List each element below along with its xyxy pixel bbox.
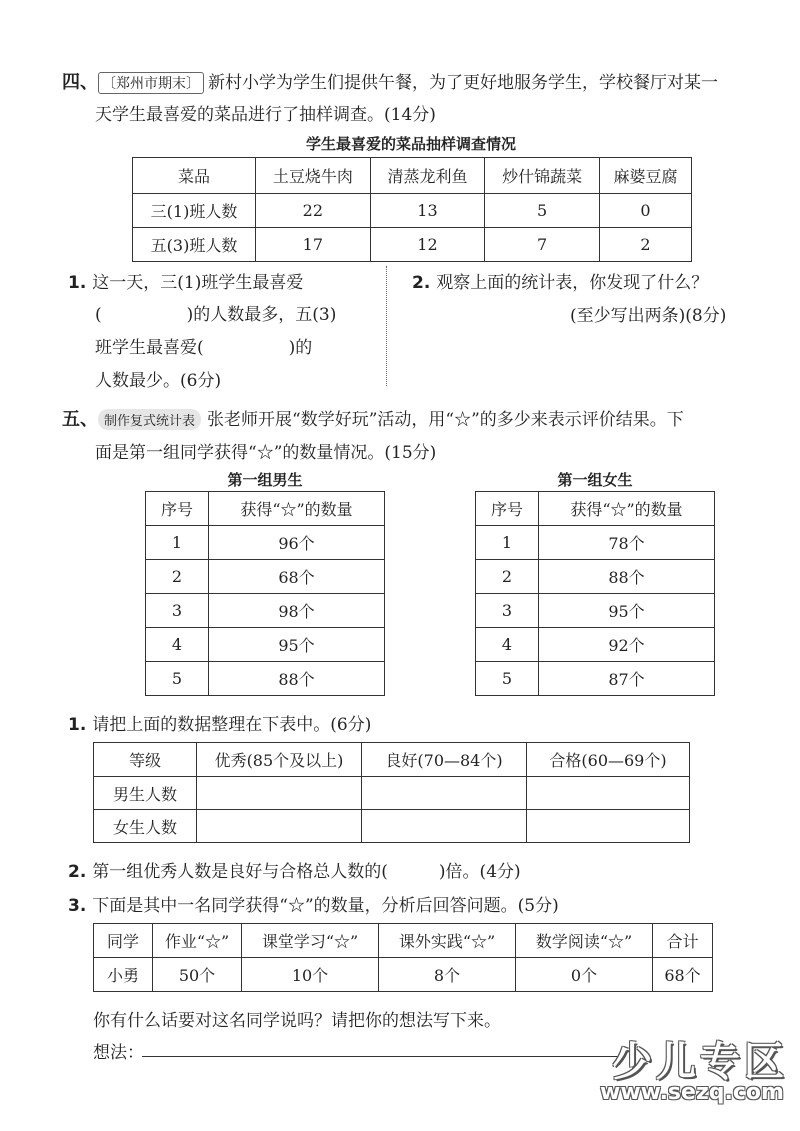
question-number: 2. <box>68 862 87 882</box>
table-cell: 女生人数 <box>94 810 197 843</box>
table-cell: 4 <box>146 628 209 662</box>
s5-q1-line <box>68 710 371 735</box>
table-cell: 98个 <box>209 594 385 628</box>
section-5-text-1: 张老师开展“数学好玩”活动，用“☆”的多少来表示评价结果。下 <box>207 410 684 430</box>
table-cell: 13 <box>370 194 485 228</box>
table-cell: 8个 <box>379 958 516 992</box>
table-cell: 2 <box>599 228 691 262</box>
table-cell: 0 <box>599 194 691 228</box>
table-header-cell: 清蒸龙利鱼 <box>370 158 485 194</box>
table-header-cell: 良好(70—84个) <box>362 743 527 777</box>
section-4-intro-line1 <box>62 68 718 94</box>
table-row <box>146 526 385 560</box>
table-cell: 三(1)班人数 <box>133 194 256 228</box>
table-row <box>94 958 713 992</box>
s4-q1-line1 <box>68 268 303 293</box>
question-number: 1. <box>68 273 87 293</box>
table-header-cell: 合计 <box>653 924 713 958</box>
table-header-cell: 获得“☆”的数量 <box>539 492 715 526</box>
dish-survey-table <box>132 157 692 262</box>
s5-q3-line <box>68 891 559 916</box>
table-header-cell: 麻婆豆腐 <box>599 158 691 194</box>
s4-q2-text-2: (至少写出两条)(8分) <box>570 306 727 326</box>
table-cell: 五(3)班人数 <box>133 228 256 262</box>
table-header-cell: 合格(60—69个) <box>527 743 690 777</box>
section-5-intro-line1 <box>62 405 684 431</box>
watermark-url: www.sezq.com <box>600 1080 784 1105</box>
table-header-cell: 作业“☆” <box>153 924 242 958</box>
grade-summary-table <box>93 742 690 843</box>
table-row <box>476 628 715 662</box>
survey-table-title: 学生最喜爱的菜品抽样调查情况 <box>305 135 516 153</box>
column-divider <box>386 266 387 386</box>
s5-q3-prompt: 你有什么话要对这名同学说吗？请把你的想法写下来。 <box>93 1011 501 1031</box>
question-number: 1. <box>68 715 87 735</box>
table-header-cell: 等级 <box>94 743 197 777</box>
answer-cell[interactable] <box>197 810 362 843</box>
section-4-text-2: 天学生最喜爱的菜品进行了抽样调查。(14分) <box>95 105 436 125</box>
answer-cell[interactable] <box>527 810 690 843</box>
table-cell: 1 <box>476 526 539 560</box>
section-5-tag: 制作复式统计表 <box>98 409 201 430</box>
table-row <box>476 560 715 594</box>
answer-cell[interactable] <box>362 810 527 843</box>
table-cell: 22 <box>256 194 371 228</box>
answer-cell[interactable] <box>527 777 690 810</box>
table-header-cell: 炒什锦蔬菜 <box>485 158 600 194</box>
table-row <box>146 628 385 662</box>
table-header-cell: 序号 <box>476 492 539 526</box>
table-cell: 男生人数 <box>94 777 197 810</box>
table-cell: 92个 <box>539 628 715 662</box>
girls-table-title: 第一组女生 <box>557 471 633 489</box>
table-cell: 50个 <box>153 958 242 992</box>
xiaoyong-star-table <box>93 923 713 992</box>
table-row <box>476 662 715 696</box>
question-number: 3. <box>68 896 87 916</box>
source-tag: 〔郑州市期末〕 <box>98 72 204 94</box>
table-cell: 95个 <box>539 594 715 628</box>
table-cell: 1 <box>146 526 209 560</box>
table-cell: 4 <box>476 628 539 662</box>
table-row <box>133 228 692 262</box>
table-cell: 12 <box>370 228 485 262</box>
table-cell: 7 <box>485 228 600 262</box>
table-header-cell: 序号 <box>146 492 209 526</box>
answer-label: 想法： <box>93 1043 144 1063</box>
table-cell: 5 <box>476 662 539 696</box>
s4-q2-line1 <box>412 268 708 293</box>
s4-q1-text-3: 班学生最喜爱( )的 <box>95 338 313 358</box>
answer-cell[interactable] <box>362 777 527 810</box>
boys-table <box>145 491 385 696</box>
table-cell: 96个 <box>209 526 385 560</box>
s4-q1-text-2: ( )的人数最多，五(3) <box>95 305 337 325</box>
table-header-cell: 课外实践“☆” <box>379 924 516 958</box>
table-row <box>476 594 715 628</box>
watermark-title: 少儿专区 <box>612 1039 788 1085</box>
table-row <box>94 810 690 843</box>
table-cell: 17 <box>256 228 371 262</box>
section-5-text-2: 面是第一组同学获得“☆”的数量情况。(15分) <box>95 443 437 463</box>
s5-q1-text: 请把上面的数据整理在下表中。(6分) <box>92 715 372 735</box>
table-row <box>146 662 385 696</box>
table-row <box>476 526 715 560</box>
table-cell: 95个 <box>209 628 385 662</box>
s5-q2-text: 第一组优秀人数是良好与合格总人数的( )倍。(4分) <box>92 862 521 882</box>
table-cell: 小勇 <box>94 958 153 992</box>
table-header-cell: 优秀(85个及以上) <box>197 743 362 777</box>
table-row <box>146 594 385 628</box>
table-cell: 2 <box>146 560 209 594</box>
section-4-text-1: 新村小学为学生们提供午餐，为了更好地服务学生，学校餐厅对某一 <box>208 73 718 93</box>
s4-q1-text-4: 人数最少。(6分) <box>95 371 222 391</box>
section-4-number: 四、 <box>62 72 98 93</box>
s5-q2-line <box>68 857 521 882</box>
table-header-cell: 土豆烧牛肉 <box>256 158 371 194</box>
s4-q2-text-1: 观察上面的统计表，你发现了什么？ <box>436 273 709 293</box>
answer-cell[interactable] <box>197 777 362 810</box>
table-cell: 3 <box>146 594 209 628</box>
table-row <box>94 777 690 810</box>
section-5-number: 五、 <box>62 409 98 430</box>
table-cell: 0个 <box>516 958 653 992</box>
answer-line[interactable] <box>142 1056 622 1057</box>
table-header-cell: 菜品 <box>133 158 256 194</box>
table-header-cell: 数学阅读“☆” <box>516 924 653 958</box>
table-cell: 78个 <box>539 526 715 560</box>
table-row <box>133 194 692 228</box>
table-cell: 88个 <box>539 560 715 594</box>
girls-table <box>475 491 715 696</box>
table-cell: 3 <box>476 594 539 628</box>
s5-q3-text: 下面是其中一名同学获得“☆”的数量，分析后回答问题。(5分) <box>92 896 559 916</box>
table-header-cell: 同学 <box>94 924 153 958</box>
question-number: 2. <box>412 273 431 293</box>
s4-q1-text-1: 这一天，三(1)班学生最喜爱 <box>92 273 304 293</box>
table-header-cell: 课堂学习“☆” <box>242 924 379 958</box>
boys-table-title: 第一组男生 <box>227 471 303 489</box>
table-cell: 88个 <box>209 662 385 696</box>
table-cell: 68个 <box>209 560 385 594</box>
table-cell: 68个 <box>653 958 713 992</box>
table-cell: 87个 <box>539 662 715 696</box>
table-header-cell: 获得“☆”的数量 <box>209 492 385 526</box>
table-cell: 2 <box>476 560 539 594</box>
table-row <box>146 560 385 594</box>
table-cell: 5 <box>485 194 600 228</box>
table-cell: 10个 <box>242 958 379 992</box>
table-cell: 5 <box>146 662 209 696</box>
